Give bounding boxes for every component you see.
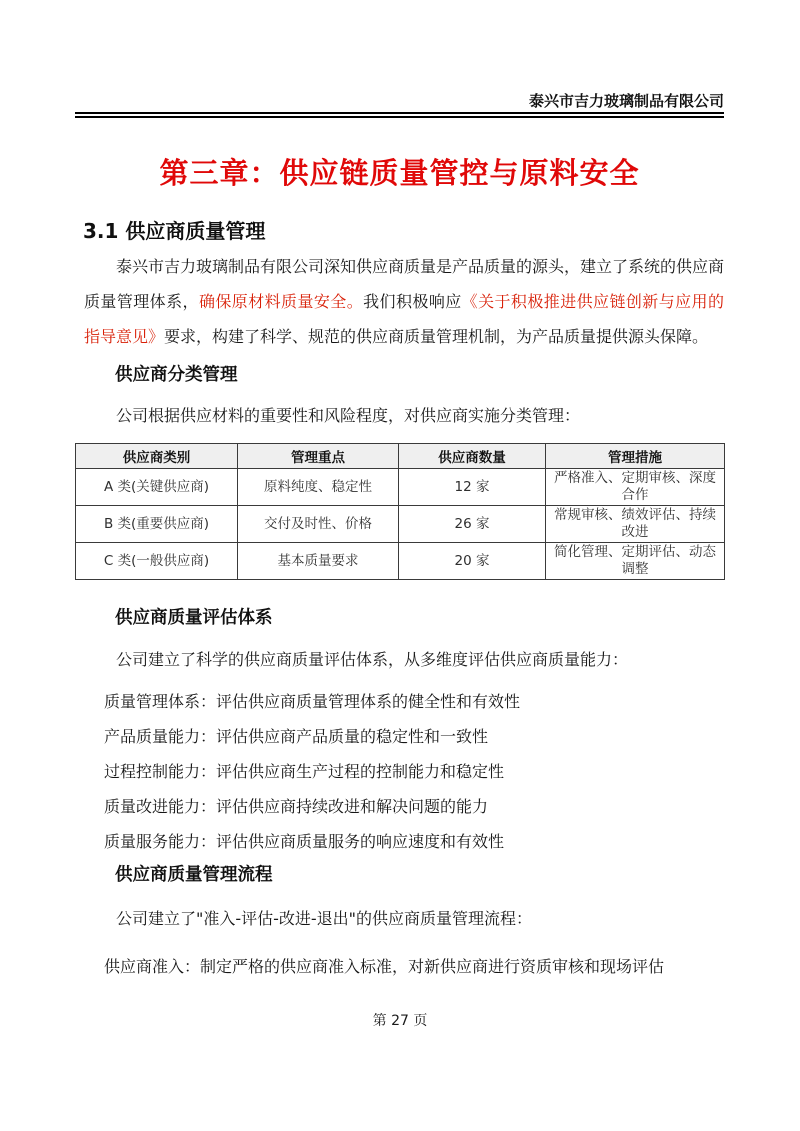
company-header: 泰兴市吉力玻璃制品有限公司 — [528, 92, 724, 110]
cell-focus: 基本质量要求 — [238, 543, 399, 580]
section-heading: 3.1 供应商质量管理 — [83, 219, 266, 243]
cell-count: 26 家 — [399, 506, 546, 543]
list-item: 过程控制能力：评估供应商生产过程的控制能力和稳定性 — [104, 762, 505, 781]
cell-count: 12 家 — [399, 469, 546, 506]
col-header-measures: 管理措施 — [546, 444, 725, 469]
evaluation-lead: 公司建立了科学的供应商质量评估体系，从多维度评估供应商质量能力： — [116, 650, 629, 669]
cell-category: C 类(一般供应商) — [76, 543, 238, 580]
list-item: 产品质量能力：评估供应商产品质量的稳定性和一致性 — [104, 727, 489, 746]
cell-count: 20 家 — [399, 543, 546, 580]
col-header-category: 供应商类别 — [76, 444, 238, 469]
intro-segment-red: 确保原材料质量安全。 — [198, 292, 364, 311]
list-item: 质量服务能力：评估供应商质量服务的响应速度和有效性 — [104, 832, 505, 851]
cell-measures: 常规审核、绩效评估、持续改进 — [546, 506, 725, 543]
col-header-focus: 管理重点 — [238, 444, 399, 469]
chapter-title: 第三章：供应链质量管控与原料安全 — [159, 156, 640, 190]
cell-measures: 简化管理、定期评估、动态调整 — [546, 543, 725, 580]
classification-heading: 供应商分类管理 — [115, 365, 238, 385]
table-row — [76, 469, 725, 506]
table-row — [76, 543, 725, 580]
process-heading: 供应商质量管理流程 — [115, 865, 273, 885]
header-double-rule — [75, 112, 724, 118]
intro-segment: 泰兴市吉力玻璃制品有限公司深知供应商质量是产品质量的源头，建立了系统的供应商质量管理体系， — [84, 257, 725, 311]
evaluation-items — [104, 684, 724, 859]
intro-segment-red: 《关于积极推进供应链创新与应用的指导意见》 — [84, 292, 724, 346]
intro-segment: 我们积极响应 — [363, 292, 462, 311]
list-item: 质量改进能力：评估供应商持续改进和解决问题的能力 — [104, 797, 489, 816]
page-number: 第 27 页 — [372, 1013, 428, 1029]
evaluation-heading: 供应商质量评估体系 — [115, 608, 273, 628]
cell-measures: 严格准入、定期审核、深度合作 — [546, 469, 725, 506]
cell-focus: 原料纯度、稳定性 — [238, 469, 399, 506]
intro-segment: 要求，构建了科学、规范的供应商质量管理机制，为产品质量提供源头保障。 — [164, 327, 709, 346]
process-lead: 公司建立了"准入-评估-改进-退出"的供应商质量管理流程： — [116, 909, 533, 928]
intro-paragraph — [84, 249, 724, 354]
table-row — [76, 506, 725, 543]
classification-lead: 公司根据供应材料的重要性和风险程度，对供应商实施分类管理： — [116, 406, 581, 425]
supplier-classification-table — [75, 443, 725, 580]
cell-category: B 类(重要供应商) — [76, 506, 238, 543]
list-item: 质量管理体系：评估供应商质量管理体系的健全性和有效性 — [104, 692, 521, 711]
cell-focus: 交付及时性、价格 — [238, 506, 399, 543]
process-item: 供应商准入：制定严格的供应商准入标准，对新供应商进行资质审核和现场评估 — [104, 957, 665, 976]
col-header-count: 供应商数量 — [399, 444, 546, 469]
cell-category: A 类(关键供应商) — [76, 469, 238, 506]
table-header-row — [76, 444, 725, 469]
rule-bottom-line — [75, 116, 724, 118]
